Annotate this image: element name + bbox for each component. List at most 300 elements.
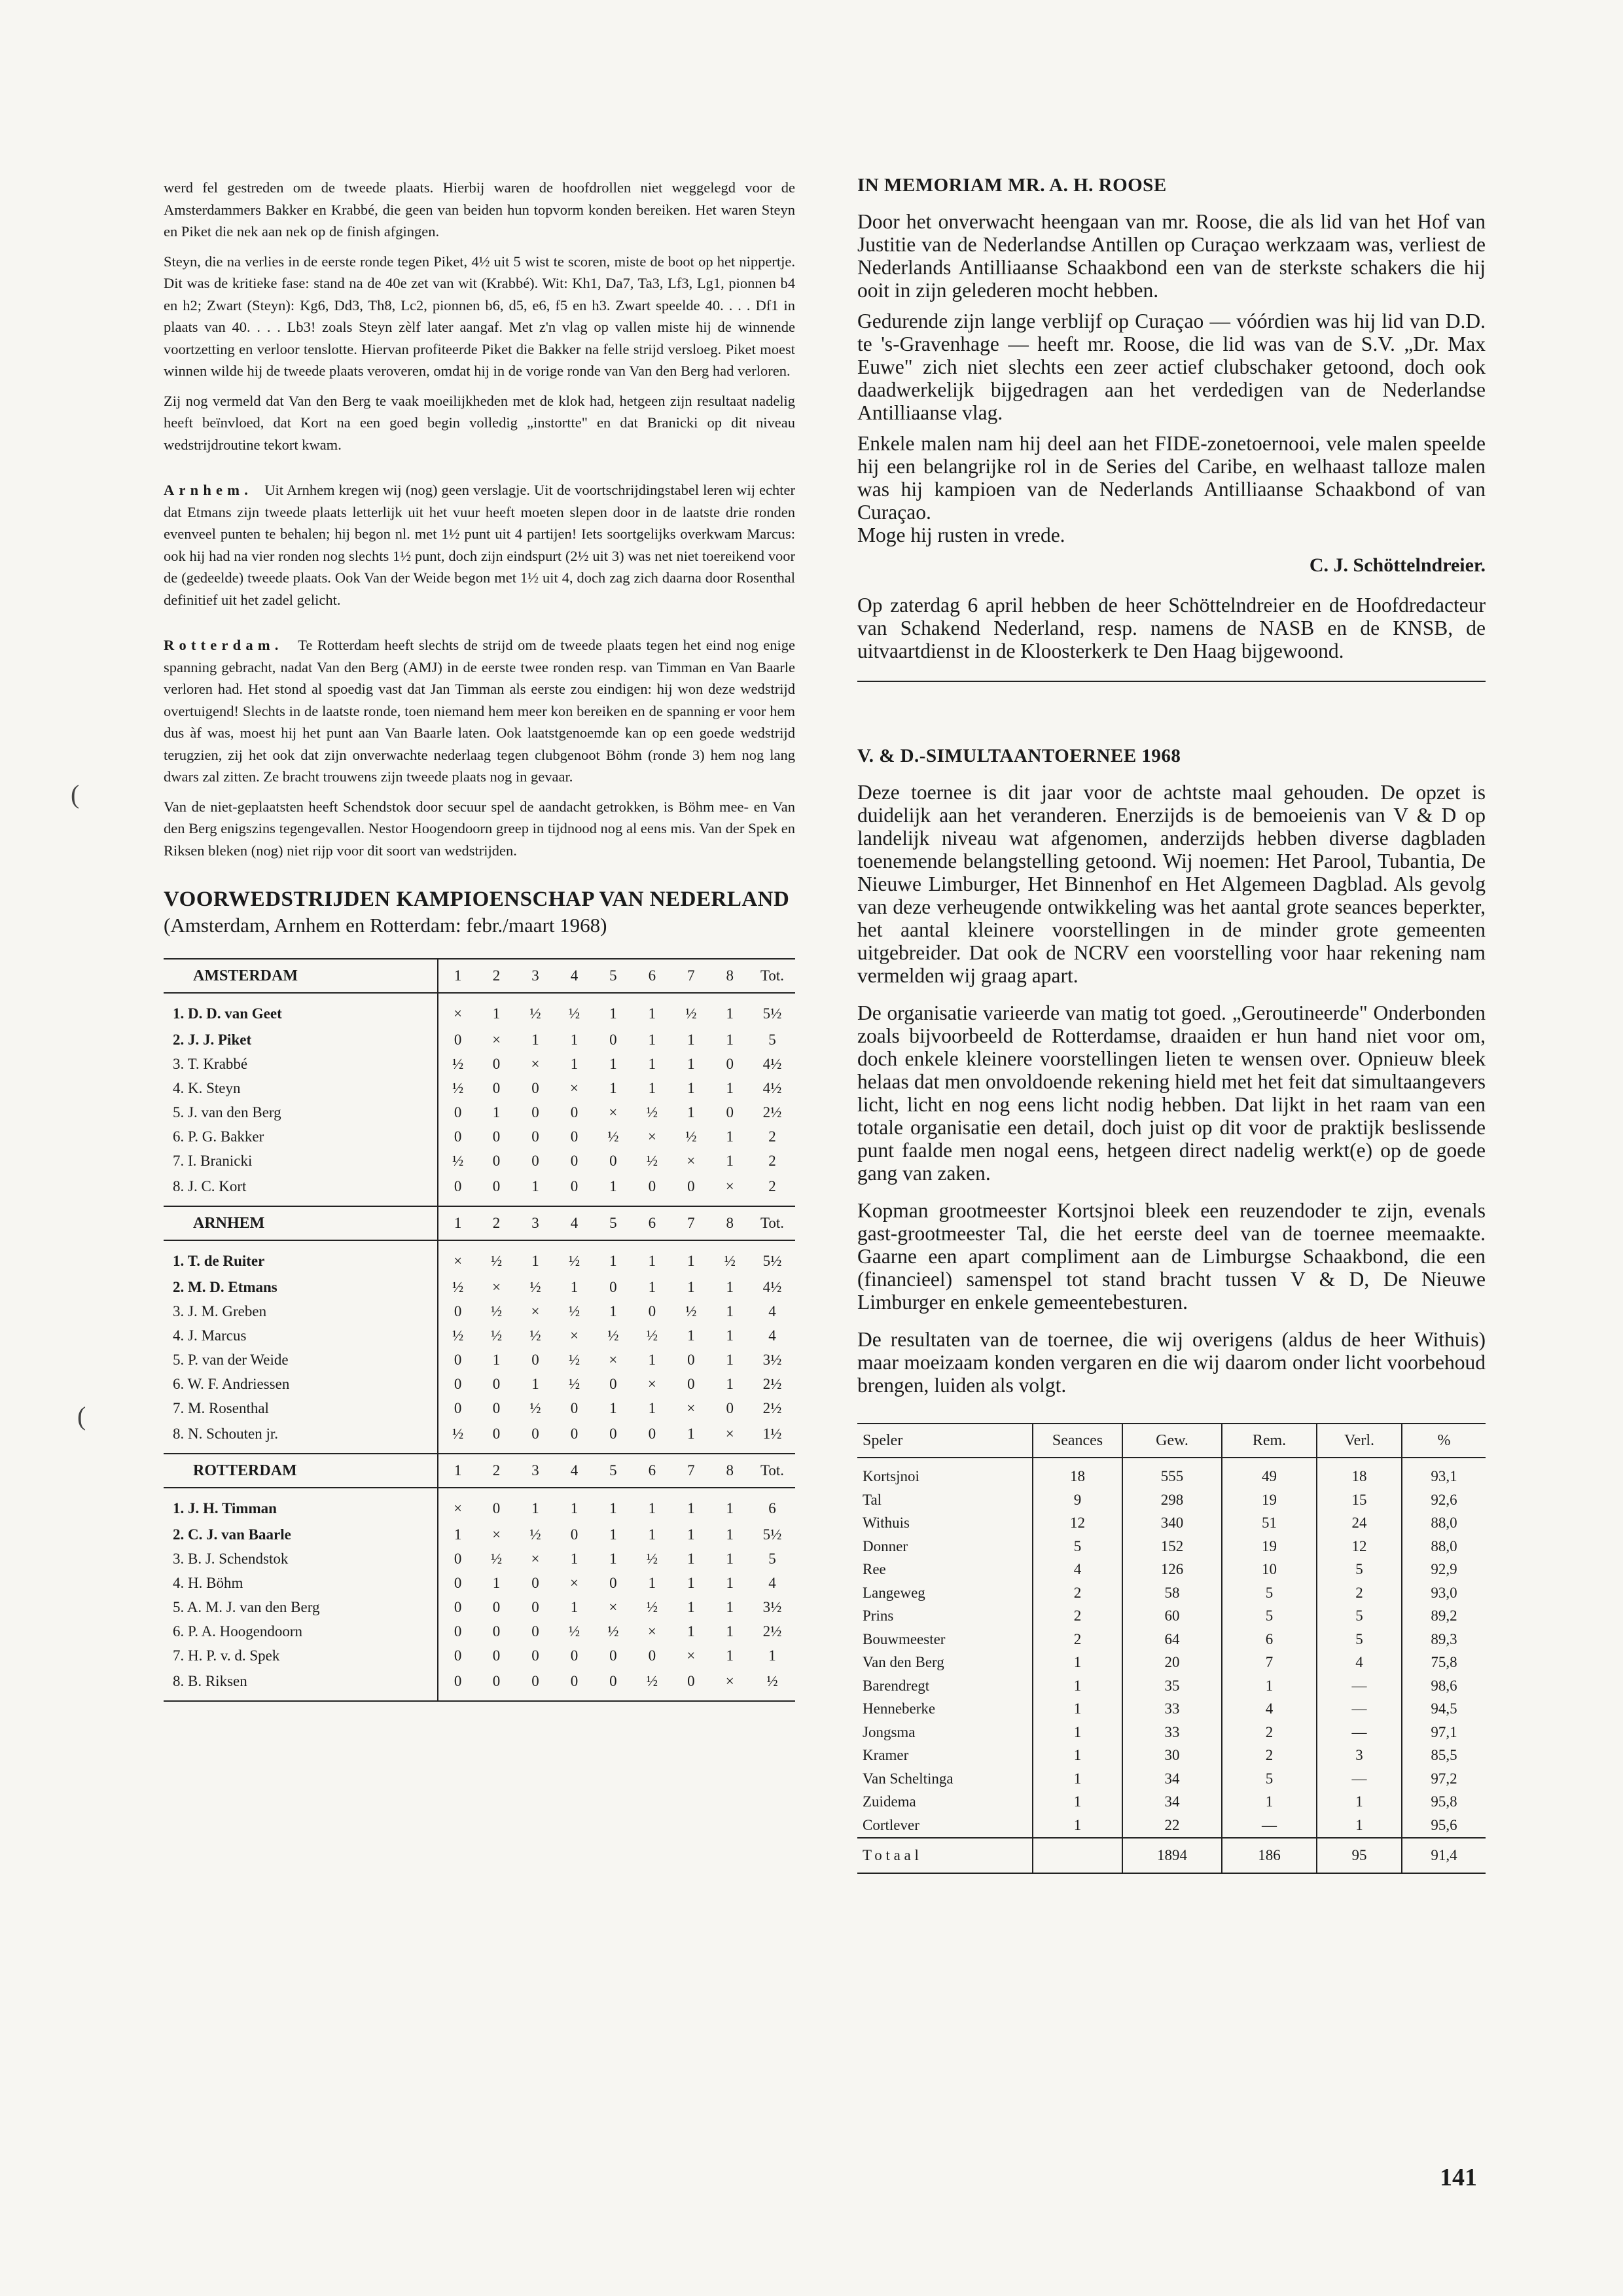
result-cell: 88,0 xyxy=(1402,1512,1486,1535)
game-result: 0 xyxy=(633,1420,671,1454)
game-result: ½ xyxy=(568,1005,580,1022)
total-value: 95 xyxy=(1317,1838,1402,1873)
table-row xyxy=(164,1488,795,1522)
game-result: ½ xyxy=(490,1253,503,1269)
result-cell: 92,6 xyxy=(1402,1488,1486,1512)
paragraph: De resultaten van de toernee, die wij overigens (aldus de heer Withuis) maar moeizaam konden vergaren en die wij daarom onder licht voorbehoud brengen, luiden als volgt. xyxy=(857,1328,1486,1397)
total-score: 4 xyxy=(768,1327,776,1344)
game-result: 0 xyxy=(671,1668,710,1701)
game-result: 1 xyxy=(648,1005,656,1022)
game-result: 0 xyxy=(454,1574,462,1591)
table-row xyxy=(857,1535,1486,1558)
game-result: × xyxy=(647,1375,656,1392)
game-result: × xyxy=(569,1327,579,1344)
game-result: 0 xyxy=(531,1079,539,1096)
game-result: 1 xyxy=(594,1173,632,1206)
paragraph: Enkele malen nam hij deel aan het FIDE-zonetoernooi, vele malen speelde hij een belangrijke rol in de Series del Caribe, en welhaast talloze malen was hij kampioen van de Nederlands Antilliaanse Schaakbond of van Curaçao. xyxy=(857,432,1486,524)
memoriam-title: IN MEMORIAM MR. A. H. ROOSE xyxy=(857,175,1167,196)
game-result: ½ xyxy=(438,1420,476,1454)
game-result: ½ xyxy=(568,1253,580,1269)
column-header: 7 xyxy=(671,959,710,993)
game-result: × xyxy=(687,1647,696,1664)
total-score: 5½ xyxy=(762,1005,782,1022)
game-result: 0 xyxy=(570,1647,579,1664)
paragraph: De organisatie varieerde van matig tot goed. „Geroutineerde" Onderbonden zoals bijvoorbeeld de Rotterdamse, draaiden er hun hand niet voor om, doch enkele kleinere voorstellingen lieten te wensen over. Opnieuw bleek helaas dat men onvoldoende rekening hield met het feit dat simultaangevers licht, licht en nog eens licht nodig hebben. Dat lijkt in het raam van een totale organisatie een detail, doch juist op dit voor de praktijk beslissende punt faalde men nogal eens, hetgeen direct nadelig werkt(e) op de goede gang van zaken. xyxy=(857,1001,1486,1185)
game-result: ½ xyxy=(529,1526,541,1543)
arnhem-heading: Arnhem. xyxy=(164,482,253,498)
table-row xyxy=(164,1348,795,1372)
game-result: 0 xyxy=(477,1420,516,1454)
game-result: × xyxy=(492,1278,501,1295)
table-row xyxy=(857,1767,1486,1791)
game-result: 1 xyxy=(687,1055,695,1072)
rotterdam-paragraph xyxy=(164,634,795,788)
game-result: 1 xyxy=(492,1005,501,1022)
result-cell: 95,6 xyxy=(1402,1814,1486,1838)
table-row xyxy=(164,1076,795,1100)
result-cell: 97,2 xyxy=(1402,1767,1486,1791)
table-row xyxy=(164,1372,795,1396)
table-row xyxy=(857,1744,1486,1768)
player-name: 7. H. P. v. d. Spek xyxy=(164,1643,438,1668)
total-score: 4 xyxy=(768,1302,776,1319)
result-cell: 34 xyxy=(1122,1791,1222,1814)
game-result: 1 xyxy=(671,1420,710,1454)
column-header: % xyxy=(1402,1424,1486,1458)
result-cell: 2 xyxy=(1033,1628,1122,1651)
total-value: 1894 xyxy=(1122,1838,1222,1873)
game-result: 1 xyxy=(726,1152,734,1169)
player-name: 3. B. J. Schendstok xyxy=(164,1547,438,1571)
result-cell: 1 xyxy=(1033,1674,1122,1698)
game-result: 0 xyxy=(609,1647,617,1664)
game-result: 0 xyxy=(454,1031,462,1048)
game-result: ½ xyxy=(452,1152,464,1169)
paragraph: Moge hij rusten in vrede. xyxy=(857,524,1065,547)
game-result: ½ xyxy=(452,1079,464,1096)
result-cell: 97,1 xyxy=(1402,1721,1486,1744)
game-result: 0 xyxy=(570,1526,579,1543)
game-result: × xyxy=(647,1128,656,1145)
game-result: 1 xyxy=(687,1278,695,1295)
column-header: 4 xyxy=(555,1206,594,1240)
game-result: 0 xyxy=(492,1399,501,1416)
simul-results-table xyxy=(857,1423,1486,1874)
result-cell: 85,5 xyxy=(1402,1744,1486,1768)
player-name: 7. I. Branicki xyxy=(164,1149,438,1173)
column-header: 8 xyxy=(711,959,749,993)
game-result: 0 xyxy=(531,1623,539,1640)
game-result: 0 xyxy=(633,1173,671,1206)
result-cell: 555 xyxy=(1122,1458,1222,1488)
game-result: × xyxy=(492,1031,501,1048)
total-value: 91,4 xyxy=(1402,1838,1486,1873)
game-result: 0 xyxy=(609,1031,617,1048)
game-result: ½ xyxy=(633,1668,671,1701)
table-row xyxy=(164,1028,795,1052)
result-cell: 1 xyxy=(1033,1814,1122,1838)
game-result: 1 xyxy=(648,1253,656,1269)
result-cell: 95,8 xyxy=(1402,1791,1486,1814)
divider xyxy=(857,681,1486,682)
result-cell: 58 xyxy=(1122,1581,1222,1605)
result-cell: 1 xyxy=(1222,1791,1317,1814)
game-result: ½ xyxy=(568,1351,580,1368)
game-result: 1 xyxy=(726,1031,734,1048)
result-cell: 33 xyxy=(1122,1721,1222,1744)
game-result: 1 xyxy=(687,1103,695,1121)
result-cell: 30 xyxy=(1122,1744,1222,1768)
table-row xyxy=(164,1522,795,1547)
player-name: 1. T. de Ruiter xyxy=(164,1240,438,1275)
game-result: 0 xyxy=(531,1351,539,1368)
column-header: 2 xyxy=(477,1454,516,1488)
game-result: × xyxy=(687,1152,696,1169)
game-result: × xyxy=(687,1399,696,1416)
total-score: 6 xyxy=(768,1500,776,1516)
game-result: 0 xyxy=(454,1375,462,1392)
game-result: 1 xyxy=(687,1623,695,1640)
result-cell: 126 xyxy=(1122,1558,1222,1582)
table-row xyxy=(164,1323,795,1348)
margin-mark: ( xyxy=(77,1401,86,1431)
game-result: 1 xyxy=(531,1253,539,1269)
result-cell: 4 xyxy=(1317,1651,1402,1675)
result-cell: 2 xyxy=(1222,1721,1317,1744)
table-row xyxy=(857,1628,1486,1651)
result-cell: 15 xyxy=(1317,1488,1402,1512)
right-column xyxy=(857,173,1486,1874)
table-row xyxy=(164,1619,795,1643)
group-city-heading: ARNHEM xyxy=(164,1206,438,1240)
game-result: 0 xyxy=(454,1647,462,1664)
game-result: 1 xyxy=(726,1079,734,1096)
total-value xyxy=(1033,1838,1122,1873)
game-result: 1 xyxy=(648,1500,656,1516)
total-score: 5 xyxy=(768,1550,776,1567)
game-result: × xyxy=(492,1526,501,1543)
column-header: Tot. xyxy=(749,959,795,993)
result-cell: 94,5 xyxy=(1402,1698,1486,1721)
game-result: 0 xyxy=(438,1173,476,1206)
column-header: 6 xyxy=(633,1206,671,1240)
game-result: 1 xyxy=(570,1055,579,1072)
game-result: ½ xyxy=(607,1128,619,1145)
result-cell: — xyxy=(1222,1814,1317,1838)
crosstable-group xyxy=(164,1454,795,1701)
game-result: 0 xyxy=(492,1598,501,1615)
result-cell: 22 xyxy=(1122,1814,1222,1838)
table-row xyxy=(857,1581,1486,1605)
result-cell: 24 xyxy=(1317,1512,1402,1535)
table-row xyxy=(164,1571,795,1595)
rotterdam-text: Te Rotterdam heeft slechts de strijd om de tweede plaats tegen het eind nog enige spanning gebracht, nadat Van den Berg (AMJ) in de eerste twee ronden resp. van Timman en Van Baarle verloren had. Het stond al spoedig vast dat Jan Timman als eerste zou eindigen: hij won deze wedstrijd overtuigend! Slechts in de laatste ronde, toen niemand hem meer kon bereiken en de spanning er voor hem dus àf was, moest hij het punt aan Van Baarle laten. Ook laatstgenoemde kan op een goede wedstrijd terugzien, zij het ook dat zijn onverwachte nederlaag tegen clubgenoot Böhm (ronde 3) hem nog lang dwars zal zitten. Ze bracht trouwens zijn tweede plaats nog in gevaar. xyxy=(164,637,796,785)
paragraph: Door het onverwacht heengaan van mr. Roose, die als lid van het Hof van Justitie van de Nederlandse Antillen op Curaçao werkzaam was, verliest de Nederlands Antilliaanse Schaakbond een van de sterkste schakers die hij ooit in zijn gelederen mocht hebben. xyxy=(857,210,1486,302)
table-row xyxy=(164,1595,795,1619)
result-cell: 1 xyxy=(1033,1767,1122,1791)
game-result: ½ xyxy=(529,1399,541,1416)
game-result: 1 xyxy=(609,1055,617,1072)
column-header: Rem. xyxy=(1222,1424,1317,1458)
game-result: 1 xyxy=(570,1550,579,1567)
result-cell: 89,2 xyxy=(1402,1605,1486,1628)
game-result: 1 xyxy=(570,1278,579,1295)
total-score: ½ xyxy=(749,1668,795,1701)
column-header: 3 xyxy=(516,1454,554,1488)
game-result: 0 xyxy=(438,1668,476,1701)
result-cell: 5 xyxy=(1317,1605,1402,1628)
game-result: 0 xyxy=(726,1103,734,1121)
game-result: 0 xyxy=(531,1574,539,1591)
total-score: 2½ xyxy=(762,1375,782,1392)
table-row xyxy=(164,993,795,1028)
game-result: 1 xyxy=(609,1005,617,1022)
game-result: 1 xyxy=(648,1079,656,1096)
game-result: ½ xyxy=(529,1278,541,1295)
total-score: 4½ xyxy=(762,1079,782,1096)
column-header: 5 xyxy=(594,1206,632,1240)
page-number: 141 xyxy=(1440,2164,1477,2191)
game-result: 0 xyxy=(726,1055,734,1072)
player-name: 7. M. Rosenthal xyxy=(164,1396,438,1420)
game-result: × xyxy=(531,1055,540,1072)
total-value: 186 xyxy=(1222,1838,1317,1873)
paragraph: Zij nog vermeld dat Van den Berg te vaak moeilijkheden met de klok had, hetgeen zijn resultaat nadelig heeft beïnvloed, dat Kort na een goed begin volledig „instortte" en dat Branicki op dit niveau wedstrijdroutine tekort kwam. xyxy=(164,392,795,453)
game-result: 0 xyxy=(570,1152,579,1169)
result-cell: 5 xyxy=(1222,1605,1317,1628)
table-row xyxy=(857,1488,1486,1512)
column-header: 6 xyxy=(633,1454,671,1488)
table-row xyxy=(857,1721,1486,1744)
player-name: 5. P. van der Weide xyxy=(164,1348,438,1372)
result-cell: 5 xyxy=(1033,1535,1122,1558)
game-result: 1 xyxy=(570,1500,579,1516)
result-cell: 19 xyxy=(1222,1488,1317,1512)
paragraph: Steyn, die na verlies in de eerste ronde tegen Piket, 4½ uit 5 wist te scoren, miste de boot op het nippertje. Dit was de kritieke fase: stand na de 40e zet van wit (Krabbé). Wit: Kh1, Da7, Ta3, Lf3, Lg1, pionnen b4 en h2; Zwart (Steyn): Kg6, Dd3, Th8, Lc2, pionnen b6, d5, e6, f5 en h3. Zwart speelde 40. . . . Df1 in plaats van 40. . . . Lb3! zoals Steyn zèlf later aangaf. Met z'n vlag op vallen miste hij de winnende voortzetting en verloor tenslotte. Hiervan profiteerde Piket die Bakker na felle strijd versloeg. Piket moest winnen wilde hij de tweede plaats veroveren, omdat hij in de vorige ronde van Van den Berg had verloren. xyxy=(164,253,795,379)
result-cell: 5 xyxy=(1317,1558,1402,1582)
player-name: Langeweg xyxy=(863,1584,925,1601)
player-name: Donner xyxy=(863,1537,908,1554)
game-result: ½ xyxy=(685,1128,697,1145)
result-cell: 1 xyxy=(1222,1674,1317,1698)
game-result: ½ xyxy=(568,1623,580,1640)
game-result: 1 xyxy=(726,1500,734,1516)
result-cell: 5 xyxy=(1222,1581,1317,1605)
game-result: 1 xyxy=(570,1031,579,1048)
game-result: 0 xyxy=(570,1103,579,1121)
result-cell: 64 xyxy=(1122,1628,1222,1651)
player-name: Zuidema xyxy=(863,1793,916,1810)
result-cell: 18 xyxy=(1317,1458,1402,1488)
player-name: Henneberke xyxy=(863,1700,936,1717)
result-cell: 6 xyxy=(1222,1628,1317,1651)
game-result: 0 xyxy=(492,1055,501,1072)
game-result: 0 xyxy=(454,1103,462,1121)
column-header: 4 xyxy=(555,1454,594,1488)
player-name: Tal xyxy=(863,1491,882,1508)
player-name: 4. H. Böhm xyxy=(164,1571,438,1595)
game-result: 0 xyxy=(492,1128,501,1145)
total-score: 2½ xyxy=(762,1103,782,1121)
result-cell: 2 xyxy=(1033,1581,1122,1605)
column-header: Tot. xyxy=(749,1206,795,1240)
table-row xyxy=(164,1240,795,1275)
group-city-heading: ROTTERDAM xyxy=(164,1454,438,1488)
player-name: 3. T. Krabbé xyxy=(164,1052,438,1076)
game-result: ½ xyxy=(646,1598,658,1615)
game-result: 0 xyxy=(477,1173,516,1206)
game-result: 1 xyxy=(648,1399,656,1416)
player-name: 1. D. D. van Geet xyxy=(164,993,438,1028)
game-result: 1 xyxy=(648,1351,656,1368)
left-column xyxy=(164,177,795,1702)
column-header: 5 xyxy=(594,1454,632,1488)
result-cell: 19 xyxy=(1222,1535,1317,1558)
total-score: 5 xyxy=(768,1031,776,1048)
player-name: Kramer xyxy=(863,1747,909,1764)
game-result: ½ xyxy=(568,1302,580,1319)
player-name: Cortlever xyxy=(863,1816,919,1833)
game-result: 1 xyxy=(531,1500,539,1516)
table-row xyxy=(857,1791,1486,1814)
game-result: 1 xyxy=(687,1253,695,1269)
player-name: 8. B. Riksen xyxy=(164,1668,438,1701)
game-result: 0 xyxy=(454,1550,462,1567)
game-result: 1 xyxy=(687,1500,695,1516)
game-result: 1 xyxy=(726,1647,734,1664)
table-row xyxy=(164,1100,795,1124)
player-name: 2. M. D. Etmans xyxy=(164,1275,438,1299)
game-result: 0 xyxy=(609,1375,617,1392)
player-name: Bouwmeester xyxy=(863,1630,946,1647)
game-result: 0 xyxy=(492,1623,501,1640)
game-result: 1 xyxy=(648,1278,656,1295)
player-name: 8. J. C. Kort xyxy=(164,1173,438,1206)
table-row xyxy=(164,1643,795,1668)
game-result: 0 xyxy=(531,1598,539,1615)
game-result: 1 xyxy=(726,1302,734,1319)
game-result: ½ xyxy=(646,1327,658,1344)
column-header: Speler xyxy=(857,1424,1033,1458)
total-score: 2½ xyxy=(762,1399,782,1416)
game-result: 1 xyxy=(726,1598,734,1615)
player-name: Prins xyxy=(863,1607,894,1624)
player-name: Van Scheltinga xyxy=(863,1770,954,1787)
game-result: × xyxy=(609,1351,618,1368)
game-result: 0 xyxy=(648,1647,656,1664)
game-result: 1 xyxy=(726,1128,734,1145)
result-cell: 35 xyxy=(1122,1674,1222,1698)
column-header: 1 xyxy=(438,959,476,993)
simul-title: V. & D.-SIMULTAANTOERNEE 1968 xyxy=(857,745,1181,766)
table-row xyxy=(857,1674,1486,1698)
column-header: 8 xyxy=(711,1454,749,1488)
total-score: 4 xyxy=(768,1574,776,1591)
game-result: 0 xyxy=(687,1351,695,1368)
player-name: 8. N. Schouten jr. xyxy=(164,1420,438,1454)
result-cell: 20 xyxy=(1122,1651,1222,1675)
game-result: 1 xyxy=(609,1526,617,1543)
game-result: 1 xyxy=(648,1526,656,1543)
game-result: ½ xyxy=(685,1302,697,1319)
result-cell: — xyxy=(1317,1767,1402,1791)
funeral-paragraph: Op zaterdag 6 april hebben de heer Schöttelndreier en de Hoofdredacteur van Schakend Nederland, resp. namens de NASB en de KNSB, de uitvaartdienst in de Kloosterkerk te Den Haag bijgewoond. xyxy=(857,594,1486,662)
result-cell: 152 xyxy=(1122,1535,1222,1558)
column-header: 1 xyxy=(438,1206,476,1240)
game-result: ½ xyxy=(529,1005,541,1022)
result-cell: 49 xyxy=(1222,1458,1317,1488)
table-row xyxy=(857,1458,1486,1488)
result-cell: 5 xyxy=(1317,1628,1402,1651)
game-result: × xyxy=(711,1420,749,1454)
player-name: 4. K. Steyn xyxy=(164,1076,438,1100)
result-cell: 9 xyxy=(1033,1488,1122,1512)
player-name: Kortsjnoi xyxy=(863,1468,919,1484)
game-result: × xyxy=(531,1550,540,1567)
crosstable-header-row xyxy=(164,1454,795,1488)
column-header: 2 xyxy=(477,959,516,993)
section-title: VOORWEDSTRIJDEN KAMPIOENSCHAP VAN NEDERLAND xyxy=(164,888,790,911)
player-name: 1. J. H. Timman xyxy=(164,1488,438,1522)
results-header-row xyxy=(857,1424,1486,1458)
player-name: 5. J. van den Berg xyxy=(164,1100,438,1124)
total-score: 5½ xyxy=(762,1526,782,1543)
result-cell: — xyxy=(1317,1721,1402,1744)
table-row xyxy=(164,1668,795,1701)
player-name: 3. J. M. Greben xyxy=(164,1299,438,1323)
game-result: ½ xyxy=(646,1550,658,1567)
result-cell: 1 xyxy=(1033,1721,1122,1744)
game-result: ½ xyxy=(685,1005,697,1022)
table-row xyxy=(164,1149,795,1173)
game-result: ½ xyxy=(646,1152,658,1169)
game-result: 1 xyxy=(609,1550,617,1567)
game-result: 0 xyxy=(492,1500,501,1516)
game-result: ½ xyxy=(607,1327,619,1344)
game-result: 0 xyxy=(726,1399,734,1416)
game-result: 1 xyxy=(726,1574,734,1591)
table-row xyxy=(164,1124,795,1149)
signature: C. J. Schöttelndreier. xyxy=(1309,554,1486,576)
result-cell: — xyxy=(1317,1698,1402,1721)
result-cell: 4 xyxy=(1222,1698,1317,1721)
total-score: 2 xyxy=(749,1173,795,1206)
player-name: Withuis xyxy=(863,1515,910,1532)
game-result: 0 xyxy=(531,1152,539,1169)
total-score: 3½ xyxy=(762,1598,782,1615)
game-result: ½ xyxy=(529,1327,541,1344)
game-result: 1 xyxy=(609,1302,617,1319)
result-cell: 1 xyxy=(1317,1791,1402,1814)
arnhem-text: Uit Arnhem kregen wij (nog) geen verslagje. Uit de voortschrijdingstabel leren wij echter dat Etmans zijn tweede plaats letterlijk uit het vuur heeft moeten slepen door in de laatste drie ronden evenveel punten te behalen; hij begon nl. met 1½ punt uit 4 partijen! Iets soortgelijks overkwam Marcus: ook hij had na vier ronden nog slechts 1½ punt, doch zijn eindspurt (2½ uit 3) was net niet toereikend voor de (gedeelde) tweede plaats. Ook Van der Weide begon met 1½ uit 4, doch zag zich daarna door Rosenthal definitief uit het zadel gelicht. xyxy=(164,482,795,608)
game-result: 1 xyxy=(454,1526,462,1543)
championship-crosstable xyxy=(164,958,795,1702)
total-score: 2½ xyxy=(762,1623,782,1640)
paragraph: Deze toernee is dit jaar voor de achtste maal gehouden. De opzet is duidelijk aan het veranderen. Enerzijds is de bemoeienis van V & D op landelijk niveau wat afgenomen, anderzijds hebben diverse dagbladen toenemende belangstelling getoond. Wij noemen: Het Parool, Tubantia, De Nieuwe Limburger, Het Binnenhof en Het Algemeen Dagblad. Als gevolg van deze verheugende ontwikkeling was het aantal grote seances beperkter, het aantal kleinere voorstellingen in de minder grote gemeenten uitgebreider. Dat ook de NCRV een voorstelling voor haar rekening nam vermelden wij graag apart. xyxy=(857,781,1486,987)
game-result: 1 xyxy=(726,1327,734,1344)
crosstable-group xyxy=(164,959,795,1206)
player-name: 6. P. A. Hoogendoorn xyxy=(164,1619,438,1643)
game-result: × xyxy=(609,1598,618,1615)
game-result: 0 xyxy=(454,1623,462,1640)
table-row xyxy=(857,1814,1486,1838)
game-result: 1 xyxy=(687,1550,695,1567)
game-result: ½ xyxy=(452,1278,464,1295)
result-cell: 3 xyxy=(1317,1744,1402,1768)
column-header: 7 xyxy=(671,1206,710,1240)
game-result: 0 xyxy=(687,1375,695,1392)
game-result: 1 xyxy=(492,1103,501,1121)
